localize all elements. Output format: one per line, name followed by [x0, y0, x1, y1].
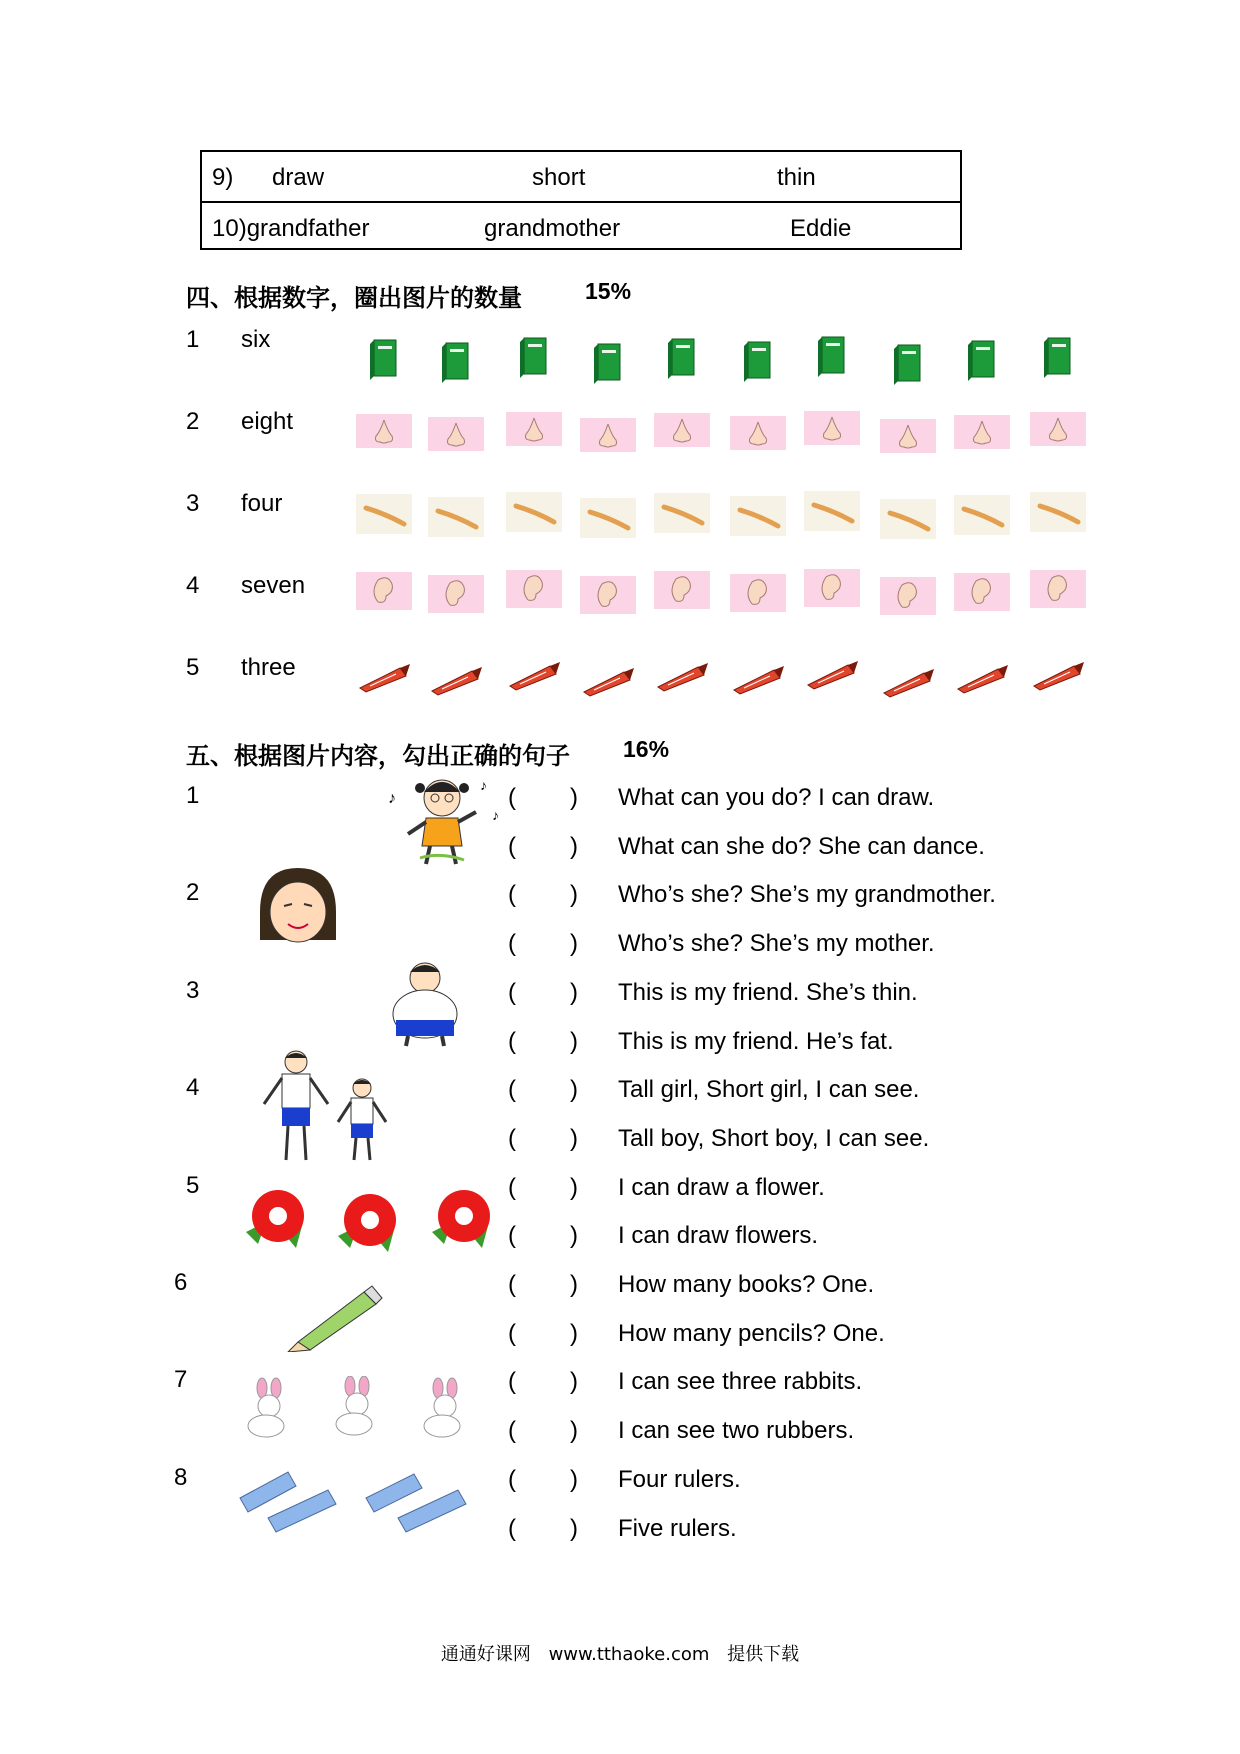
- answer-paren-open: (: [508, 1124, 516, 1152]
- answer-sentence: Who’s she? She’s my mother.: [618, 930, 935, 958]
- footer-note: 提供下载: [727, 1644, 800, 1665]
- item-word: seven: [241, 572, 306, 599]
- answer-checkbox[interactable]: [522, 930, 570, 958]
- crayon-icon[interactable]: [804, 657, 860, 695]
- svg-text:♪: ♪: [480, 777, 487, 793]
- answer-paren-open: (: [508, 1027, 516, 1055]
- crayon-icon[interactable]: [730, 662, 786, 700]
- book-icon[interactable]: [880, 341, 936, 379]
- svg-text:♪: ♪: [492, 807, 499, 823]
- item-number: 3: [186, 490, 200, 517]
- footer-site-name: 通通好课网: [440, 1644, 531, 1665]
- svg-text:♪: ♪: [388, 790, 396, 807]
- answer-checkbox[interactable]: [522, 979, 570, 1007]
- arm-icon[interactable]: [580, 498, 636, 536]
- arm-icon[interactable]: [804, 491, 860, 529]
- answer-sentence: What can she do? She can dance.: [618, 832, 985, 860]
- nose-icon[interactable]: [506, 412, 562, 450]
- answer-checkbox[interactable]: [522, 1174, 570, 1202]
- answer-paren-close: ): [570, 1368, 578, 1396]
- item-number: 1: [186, 782, 200, 809]
- answer-paren-open: (: [508, 1465, 516, 1493]
- answer-sentence: Tall girl, Short girl, I can see.: [618, 1076, 920, 1104]
- answer-paren-open: (: [508, 1368, 516, 1396]
- answer-checkbox[interactable]: [522, 833, 570, 861]
- flowers-icon: [236, 1182, 506, 1254]
- ear-icon[interactable]: [654, 571, 710, 609]
- answer-paren-close: ): [570, 930, 578, 958]
- item-number: 4: [186, 572, 200, 599]
- ear-icon[interactable]: [428, 575, 484, 613]
- ear-icon[interactable]: [730, 574, 786, 612]
- footer: [0, 1640, 1240, 1666]
- answer-paren-open: (: [508, 832, 516, 860]
- table-cell: 10)grandfather: [212, 215, 370, 242]
- answer-paren-open: (: [508, 1173, 516, 1201]
- answer-paren-close: ): [570, 1465, 578, 1493]
- nose-icon[interactable]: [356, 414, 412, 452]
- answer-sentence: What can you do? I can draw.: [618, 784, 935, 811]
- table-cell: draw: [272, 164, 325, 191]
- answer-paren-close: ): [570, 1173, 578, 1201]
- answer-paren-open: (: [508, 1319, 516, 1347]
- crayon-icon[interactable]: [506, 658, 562, 696]
- arm-icon[interactable]: [506, 492, 562, 530]
- answer-paren-open: (: [508, 1514, 516, 1542]
- book-icon[interactable]: [730, 338, 786, 376]
- nose-icon[interactable]: [1030, 412, 1086, 450]
- answer-sentence: This is my friend. She’s thin.: [618, 978, 918, 1006]
- arm-icon[interactable]: [356, 494, 412, 532]
- answer-paren-open: (: [508, 1417, 516, 1445]
- arm-icon[interactable]: [428, 497, 484, 535]
- answer-sentence: How many books? One.: [618, 1271, 875, 1298]
- answer-paren-open: (: [508, 1271, 516, 1298]
- answer-sentence: I can draw flowers.: [618, 1222, 819, 1250]
- word-table: [200, 150, 962, 250]
- crayon-icon[interactable]: [428, 663, 484, 701]
- ear-icon[interactable]: [1030, 570, 1086, 608]
- nose-icon[interactable]: [804, 411, 860, 449]
- table-cell: 9): [212, 164, 234, 191]
- answer-paren-close: ): [570, 978, 578, 1006]
- answer-checkbox[interactable]: [522, 784, 570, 812]
- crayon-icon[interactable]: [356, 660, 412, 698]
- answer-paren-close: ): [570, 881, 578, 909]
- answer-sentence: I can see three rabbits.: [618, 1368, 863, 1396]
- answer-sentence: This is my friend. He’s fat.: [618, 1027, 894, 1055]
- book-icon[interactable]: [654, 335, 710, 373]
- answer-sentence: I can see two rubbers.: [618, 1417, 855, 1445]
- answer-checkbox[interactable]: [522, 1125, 570, 1153]
- item-number: 8: [174, 1463, 188, 1491]
- dancing-girl-icon: [380, 768, 500, 868]
- answer-sentence: Four rulers.: [618, 1465, 741, 1493]
- book-icon[interactable]: [954, 337, 1010, 375]
- answer-checkbox[interactable]: [522, 1515, 570, 1543]
- answer-paren-close: ): [570, 1027, 578, 1055]
- book-icon[interactable]: [428, 339, 484, 377]
- item-word: four: [241, 490, 283, 517]
- crayon-icon[interactable]: [580, 664, 636, 702]
- item-number: 7: [174, 1366, 188, 1394]
- item-number: 1: [186, 326, 200, 353]
- item-number: 3: [186, 976, 200, 1004]
- nose-icon[interactable]: [954, 415, 1010, 453]
- arm-icon[interactable]: [954, 495, 1010, 533]
- arm-icon[interactable]: [880, 499, 936, 537]
- answer-paren-close: ): [570, 1514, 578, 1542]
- answer-paren-open: (: [508, 784, 516, 811]
- answer-paren-close: ): [570, 1271, 578, 1298]
- answer-paren-close: ): [570, 1124, 578, 1152]
- arm-icon[interactable]: [654, 493, 710, 531]
- item-word: three: [241, 654, 296, 681]
- footer-url[interactable]: www.tthaoke.com: [548, 1644, 710, 1665]
- section4-percent: 15%: [585, 278, 632, 304]
- answer-paren-close: ): [570, 1222, 578, 1250]
- answer-paren-open: (: [508, 978, 516, 1006]
- section4-heading: 四、根据数字，圈出图片的数量: [186, 284, 522, 312]
- rabbits-icon: [236, 1376, 476, 1438]
- ear-icon[interactable]: [880, 577, 936, 615]
- table-cell: Eddie: [790, 215, 852, 242]
- arm-icon[interactable]: [1030, 492, 1086, 530]
- answer-paren-close: ): [570, 784, 578, 811]
- nose-icon[interactable]: [880, 419, 936, 457]
- ear-icon[interactable]: [954, 573, 1010, 611]
- arm-icon[interactable]: [730, 496, 786, 534]
- table-cell: short: [532, 164, 586, 191]
- woman-face-icon: [250, 862, 346, 946]
- answer-paren-close: ): [570, 1319, 578, 1347]
- answer-checkbox[interactable]: [522, 881, 570, 909]
- answer-sentence: Five rulers.: [618, 1514, 737, 1542]
- answer-checkbox[interactable]: [522, 1320, 570, 1348]
- table-cell: thin: [777, 164, 816, 191]
- answer-paren-close: ): [570, 1417, 578, 1445]
- tall-short-boys-icon: [256, 1048, 396, 1168]
- answer-paren-open: (: [508, 1222, 516, 1250]
- crayon-icon[interactable]: [1030, 658, 1086, 696]
- table-row: [202, 152, 960, 201]
- book-icon[interactable]: [356, 336, 412, 374]
- answer-checkbox[interactable]: [522, 1417, 570, 1445]
- answer-paren-close: ): [570, 1076, 578, 1104]
- item-number: 5: [186, 1171, 200, 1199]
- nose-icon[interactable]: [428, 417, 484, 455]
- table-cell: grandmother: [484, 215, 621, 242]
- answer-paren-open: (: [508, 1076, 516, 1104]
- answer-sentence: How many pencils? One.: [618, 1319, 885, 1347]
- section5-percent: 16%: [623, 736, 670, 762]
- item-word: eight: [241, 408, 294, 435]
- answer-paren-open: (: [508, 881, 516, 909]
- pencil-icon: [284, 1278, 384, 1352]
- ear-icon[interactable]: [804, 569, 860, 607]
- answer-checkbox[interactable]: [522, 1466, 570, 1494]
- crayon-icon[interactable]: [880, 665, 936, 703]
- crayon-icon[interactable]: [654, 659, 710, 697]
- answer-checkbox[interactable]: [522, 1368, 570, 1396]
- answer-paren-open: (: [508, 930, 516, 958]
- answer-checkbox[interactable]: [522, 1222, 570, 1250]
- nose-icon[interactable]: [580, 418, 636, 456]
- crayon-icon[interactable]: [954, 661, 1010, 699]
- answer-sentence: Tall boy, Short boy, I can see.: [618, 1124, 930, 1152]
- item-word: six: [241, 326, 271, 353]
- section5-heading: 五、根据图片内容，勾出正确的句子: [186, 742, 570, 770]
- answer-checkbox[interactable]: [522, 1076, 570, 1104]
- ear-icon[interactable]: [506, 570, 562, 608]
- ear-icon[interactable]: [356, 572, 412, 610]
- item-number: 5: [186, 654, 200, 681]
- answer-checkbox[interactable]: [522, 1028, 570, 1056]
- item-number: 2: [186, 879, 200, 907]
- ear-icon[interactable]: [580, 576, 636, 614]
- nose-icon[interactable]: [730, 416, 786, 454]
- book-icon[interactable]: [804, 333, 860, 371]
- answer-paren-close: ): [570, 832, 578, 860]
- answer-sentence: I can draw a flower.: [618, 1173, 825, 1201]
- item-number: 6: [174, 1269, 188, 1296]
- rulers-icon: [238, 1468, 478, 1538]
- table-row: [202, 201, 960, 252]
- item-number: 2: [186, 408, 200, 435]
- answer-sentence: Who’s she? She’s my grandmother.: [618, 881, 996, 909]
- book-icon[interactable]: [580, 340, 636, 378]
- book-icon[interactable]: [1030, 334, 1086, 372]
- nose-icon[interactable]: [654, 413, 710, 451]
- book-icon[interactable]: [506, 334, 562, 372]
- answer-checkbox[interactable]: [522, 1271, 570, 1299]
- item-number: 4: [186, 1074, 200, 1102]
- fat-boy-icon: [380, 958, 470, 1050]
